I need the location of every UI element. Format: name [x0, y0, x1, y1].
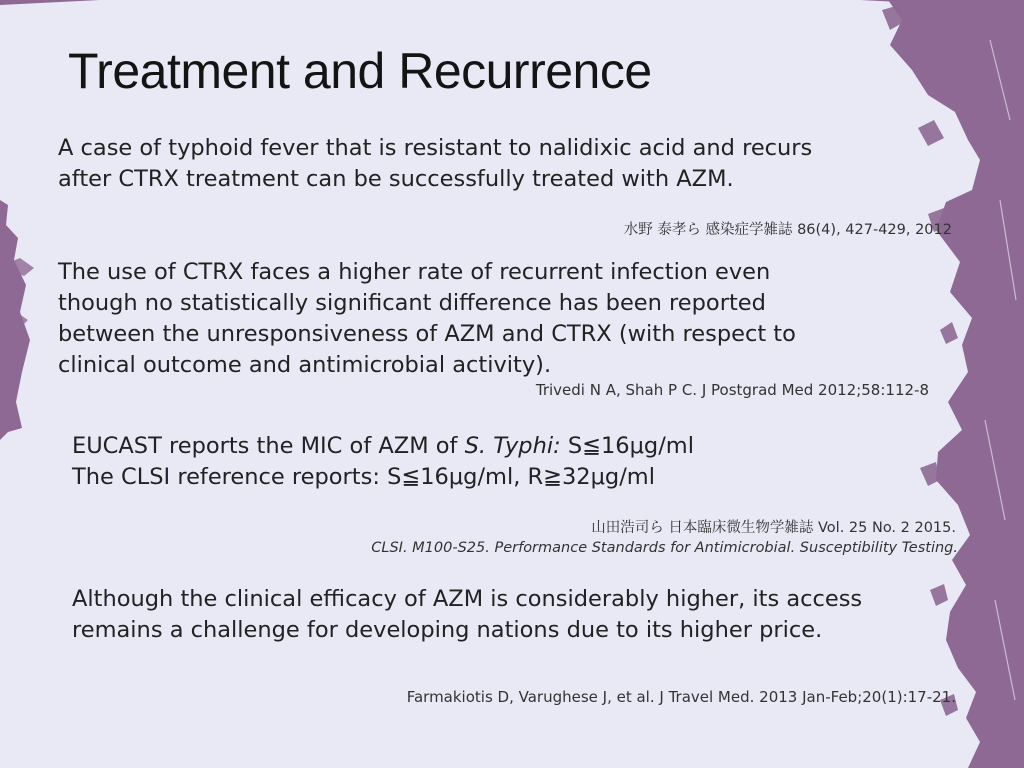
paragraph-typhoid-case: [58, 133, 812, 195]
slide-title: Treatment and Recurrence: [68, 43, 652, 99]
top-left-brush-line: [0, 0, 100, 5]
paragraph-line: A case of typhoid fever that is resistant to nalidixic acid and recurs: [58, 135, 813, 161]
citation-yamada: 山田浩司ら 日本臨床微生物学雑誌 Vol. 25 No. 2 2015.: [591, 520, 956, 536]
paragraph-line-eucast: [72, 431, 694, 462]
paragraph-line: Although the clinical efficacy of AZM is considerably higher, its access: [72, 586, 863, 612]
paragraph-mic-reports: [72, 431, 694, 493]
eucast-text: EUCAST reports the MIC of AZM of: [72, 433, 465, 459]
paragraph-line: clinical outcome and antimicrobial activity).: [58, 352, 552, 378]
paragraph-ctrx-recurrence: [58, 257, 796, 381]
citation-mizuno: 水野 泰孝ら 感染症学雑誌 86(4), 427-429, 2012: [623, 222, 952, 238]
paragraph-line: remains a challenge for developing nations due to its higher price.: [72, 617, 823, 643]
citation-trivedi: Trivedi N A, Shah P C. J Postgrad Med 2012;58:112-8: [535, 381, 929, 399]
paragraph-line: though no statistically significant difference has been reported: [58, 290, 766, 316]
paragraph-azm-access: [72, 584, 862, 646]
organism-name: S. Typhi:: [464, 433, 561, 459]
paragraph-line: after CTRX treatment can be successfully treated with AZM.: [58, 166, 734, 192]
citation-clsi: CLSI. M100-S25. Performance Standards for Antimicrobial. Susceptibility Testing.: [371, 540, 958, 556]
paragraph-line-clsi: The CLSI reference reports: S≦16μg/ml, R≧32μg/ml: [72, 464, 655, 490]
right-brush-fragments: [882, 6, 958, 716]
paragraph-line: The use of CTRX faces a higher rate of recurrent infection even: [58, 259, 771, 285]
paragraph-line: between the unresponsiveness of AZM and CTRX (with respect to: [58, 321, 796, 347]
eucast-value: S≦16μg/ml: [560, 433, 694, 459]
citation-farmakiotis: Farmakiotis D, Varughese J, et al. J Travel Med. 2013 Jan-Feb;20(1):17-21.: [406, 688, 956, 706]
